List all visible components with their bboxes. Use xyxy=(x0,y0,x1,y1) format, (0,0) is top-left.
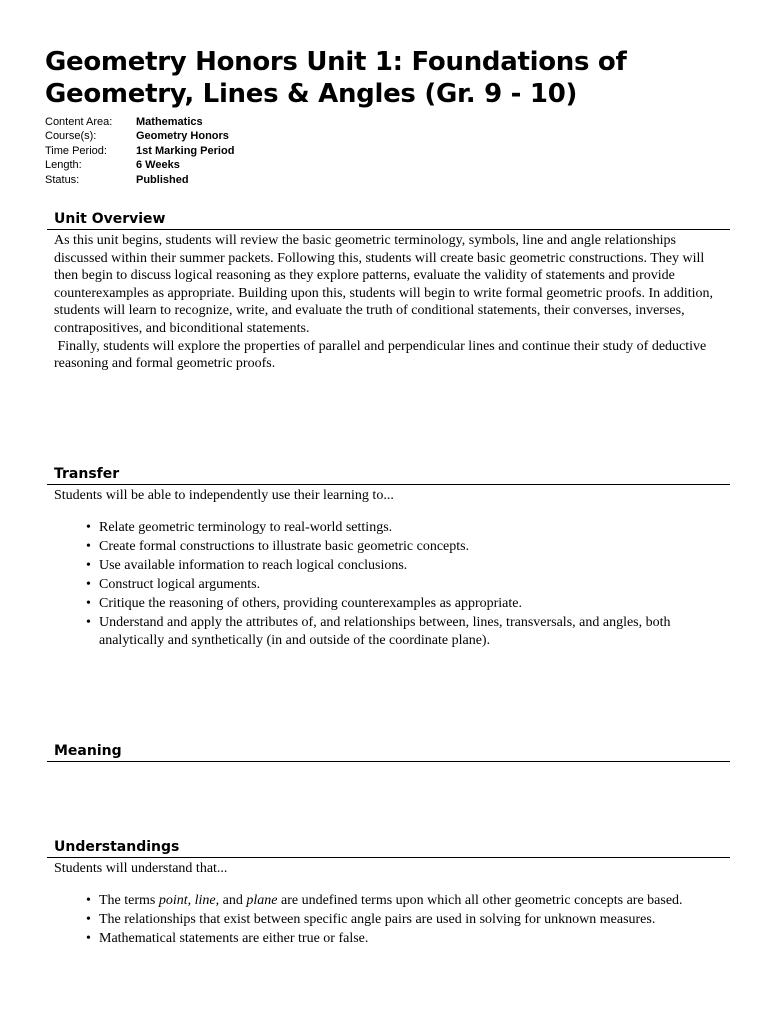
understandings-list xyxy=(47,892,730,948)
meta-label: Length: xyxy=(45,159,82,172)
transfer-intro: Students will be able to independently use their learning to... xyxy=(54,488,394,503)
meta-value: 6 Weeks xyxy=(136,159,180,172)
list-item xyxy=(99,892,730,910)
meta-label: Content Area: xyxy=(45,116,113,128)
understandings-intro: Students will understand that... xyxy=(54,861,228,876)
section-heading-meaning: Meaning xyxy=(47,743,730,762)
section-heading-transfer: Transfer xyxy=(47,466,730,485)
page-title: Geometry Honors Unit 1: Foundations of Geometry, Lines & Angles (Gr. 9 - 10) xyxy=(45,47,627,109)
meta-value: 1st Marking Period xyxy=(136,144,235,157)
overview-paragraph: Finally, students will explore the properties of parallel and perpendicular lines and continue their study of deductive reasoning and formal geometric proofs. xyxy=(54,338,710,372)
overview-paragraph: As this unit begins, students will review the basic geometric terminology, symbols, line and angle relationships discussed within their summer packets. Following this, students will create basic geometric constructions. They will then begin to discuss logical reasoning as they explore patterns, evaluate the validity of statements and provide counterexamples as appropriate. Building upon this, students will begin to write formal geometric proofs. In addition, students will learn to recognize, write, and evaluate the truth of conditional statements, their converses, inverses, contrapositives, and biconditional statements. xyxy=(54,233,714,336)
list-item: • Construct logical arguments. xyxy=(99,576,730,594)
meta-row-status xyxy=(45,173,234,187)
item-text: The terms xyxy=(99,892,159,908)
meta-label: Time Period: xyxy=(45,144,107,157)
item-text: and xyxy=(219,892,247,908)
meta-value: Published xyxy=(136,173,189,186)
understandings-section xyxy=(47,839,730,949)
meta-row-content-area xyxy=(45,115,234,129)
unit-metadata xyxy=(45,115,234,187)
meta-row-courses xyxy=(45,129,234,143)
list-item: • Relate geometric terminology to real-world settings. xyxy=(99,519,730,537)
term-plane: plane xyxy=(246,892,278,908)
list-item: • Mathematical statements are either true or false. xyxy=(99,930,730,948)
list-item: • Critique the reasoning of others, providing counterexamples as appropriate. xyxy=(99,595,730,613)
term-line: line, xyxy=(194,892,220,908)
transfer-list xyxy=(47,519,730,650)
section-heading-understandings: Understandings xyxy=(47,839,730,858)
section-heading-unit-overview: Unit Overview xyxy=(47,211,730,230)
term-point: point, xyxy=(158,892,192,908)
meta-row-length xyxy=(45,158,234,172)
list-item: • The relationships that exist between specific angle pairs are used in solving for unknown measures. xyxy=(99,911,730,929)
meta-label: Status: xyxy=(45,173,80,186)
unit-overview-section xyxy=(47,211,730,373)
meta-value: Geometry Honors xyxy=(136,130,229,143)
meta-label: Course(s): xyxy=(45,130,97,143)
item-text: are undefined terms upon which all other geometric concepts are based. xyxy=(277,892,683,908)
meaning-section xyxy=(47,743,730,762)
list-item: • Use available information to reach logical conclusions. xyxy=(99,557,730,575)
unit-overview-text xyxy=(47,232,730,373)
meta-value: Mathematics xyxy=(136,116,203,128)
transfer-section xyxy=(47,466,730,651)
meta-row-time-period xyxy=(45,144,234,158)
list-item: • Create formal constructions to illustrate basic geometric concepts. xyxy=(99,538,730,556)
list-item: • Understand and apply the attributes of, and relationships between, lines, transversals, and angles, both analytically and synthetically (in and outside of the coordinate plane). xyxy=(99,614,730,650)
